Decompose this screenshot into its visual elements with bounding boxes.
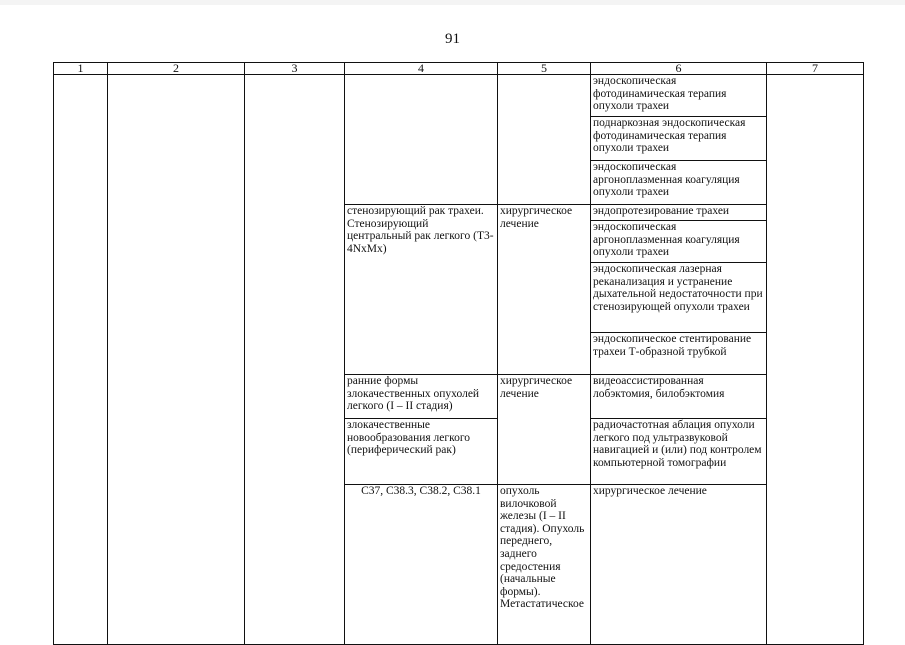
header-col-3: 3 <box>245 63 345 75</box>
method-cell: поднаркозная эндоскопическая фотодинамическая терапия опухоли трахеи <box>591 117 767 161</box>
method-cell: эндоскопическая фотодинамическая терапия опухоли трахеи <box>591 75 767 117</box>
cell-col-1 <box>54 75 108 645</box>
header-col-6: 6 <box>591 63 767 75</box>
scan-top-edge <box>0 0 905 5</box>
header-col-7: 7 <box>767 63 864 75</box>
codes-cell: C37, C38.3, C38.2, C38.1 <box>345 485 498 645</box>
method-cell: радиочастотная аблация опухоли легкого под ультразвуковой навигацией и (или) под контролем компьютерной томографии <box>591 419 767 485</box>
header-row <box>54 63 864 75</box>
diagnosis-cell: ранние формы злокачественных опухолей легкого (I – II стадия) <box>345 375 498 419</box>
cell-diagnosis-continued <box>345 75 498 205</box>
treatment-cell: хирургическое лечение <box>498 375 591 485</box>
header-col-1: 1 <box>54 63 108 75</box>
cell-treatment-continued <box>498 75 591 205</box>
page-number: 91 <box>445 31 460 47</box>
diagnosis-cell: стенозирующий рак трахеи. Стенозирующий центральный рак легкого (T3-4NxMx) <box>345 205 498 375</box>
cell-col-3-empty <box>245 75 345 645</box>
treatment-cell: хирургическое лечение <box>591 485 767 645</box>
cell-col-7 <box>767 75 864 645</box>
header-col-5: 5 <box>498 63 591 75</box>
table-row <box>54 75 864 117</box>
method-cell: эндоскопическая аргоноплазменная коагуляция опухоли трахеи <box>591 161 767 205</box>
method-cell: эндоскопическая лазерная реканализация и устранение дыхательной недостаточности при стенозирующей опухоли трахеи <box>591 263 767 333</box>
medical-procedures-table <box>53 62 864 645</box>
method-cell: эндопротезирование трахеи <box>591 205 767 221</box>
diagnosis-cell: злокачественные новообразования легкого (периферический рак) <box>345 419 498 485</box>
cell-col-2 <box>108 75 245 645</box>
method-cell: эндоскопическая аргоноплазменная коагуляция опухоли трахеи <box>591 221 767 263</box>
header-col-2: 2 <box>108 63 245 75</box>
treatment-cell: хирургическое лечение <box>498 205 591 375</box>
header-col-4: 4 <box>345 63 498 75</box>
diagnosis-cell: опухоль вилочковой железы (I – II стадия). Опухоль переднего, заднего средостения (начальные формы). Метастатическое <box>498 485 591 645</box>
method-cell: эндоскопическое стентирование трахеи Т-образной трубкой <box>591 333 767 375</box>
method-cell: видеоассистированная лобэктомия, билобэктомия <box>591 375 767 419</box>
